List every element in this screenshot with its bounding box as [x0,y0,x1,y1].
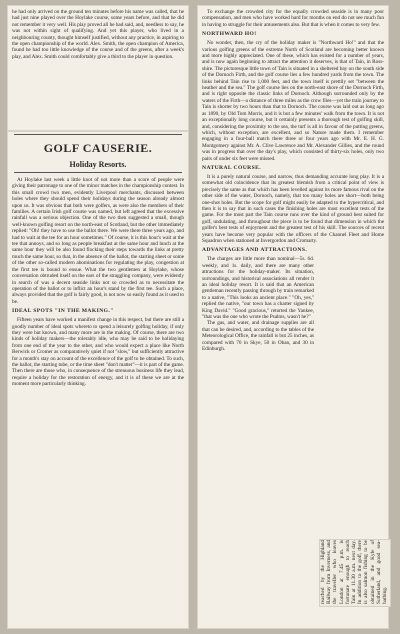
section-heading-advantages: ADVANTAGES AND ATTRACTIONS. [202,247,308,254]
section-heading-northward: NORTHWARD HO! [202,31,257,38]
article-title-box [14,134,182,173]
article-subtitle: Holiday Resorts. [69,160,127,169]
article-paragraph: The charges are little more than nominal—5s. 6d. weekly, and 1s. daily, and there are many other attractions for the holiday-maker. Its situation, surroundings, and historical associations all render it an ideal holiday resort. It is said that an American gentleman recently passing through by train remarked to a native, "This looks an ancient place." "Oh, yes," replied the native, "our town has a charter signed by King David." "Good gracious," retorted the Yankee, "that was the one who wrote the Psalms, wasn't he?" [202,256,314,321]
golf-causerie-article [8,132,188,628]
side-clipping-text: reached by the Highland Railway from Inverness, and the traveller who leaves London at 7.45 p.m. is fortunate enough to reach Tain at 11.30 a.m. next day. In addition to the golf, there is also salmon fishing to be obtained in the Kyle of Sutherland, and good sea-bathing. [320,540,389,604]
article-paragraph: The gas, and water, and drainage supplies are all that can be desired, and, according to the tables of the Meteorological Office, the rainfall is but 25 inches, as compared with 70 in Skye, 50 in Oban, and 30 in Edinburgh. [202,320,314,353]
article-paragraph: To exchange the crowded city for the equally crowded seaside is in many poor compensation, and men who have worked hard for months on end do not see much fun in having to struggle for their amusements also. But that is when it comes to very few. [202,9,384,28]
section-heading-ideal-spots: IDEAL SPOTS "IN THE MAKING." [12,308,114,315]
article-paragraph: No wonder, then, the cry of the holiday maker is "Northward Ho!" and that the various golfing greens of the extreme North of Scotland are becoming better known and more highly appreciated. One of these, which has existed for a number of years, and is now again beginning to attract the attention it deserves, is that of Tain, in Ross-shire. The picturesque little town of Tain is situated in a sheltered bay on the south side of the Dornoch Firth, and the golf course lies a few hundred yards from the town. The links behind Tain rise to 1,000 feet, and the town itself is prettily set "between the heather and the sea." The golf course lies on the north-east shore of the Dornoch Firth, and is right opposite the classic links of Dornoch. Although surrounded only by the waters of the Firth—a distance of three miles as the crow flies—yet the train journey to Tain is shorter by two hours than that to Dornoch. The course was laid out as long ago as 1890, by Old Tom Morris, and it is but a few minutes' walk from the town. It is not an exceptionally long course, but it certainly presents a thorough test of golfing skill, and, considering the proximity to the sea, the turf is all in favour of the putting greens, which, without exception, are excellent, and so Nature made them. I remember engaging in a four-ball match there three or four years ago with Mr. E. H. G. Montgomery against Mr. A. Clive Lawrence and Mr. Alexander Gillies, and the round was in progress that over the day's play, which consisted of thirty-six holes, only two pairs of under six feet were missed. [202,40,384,162]
section-heading-natural-course: NATURAL COURSE. [202,164,262,171]
article-paragraph: It is a purely natural course, and narrow, thus demanding accurate long play. It is a somewhat old coincidence that its greatest blemish from a critical point of view is precisely the same as that which has been levelled against its more famous rival on the other side of the water, Dornoch, namely, that too many holes are short—both being one-shot holes. But the scope for golf might easily be adapted to the hypercritical, and then it is to say that in such cases the finishing holes are most excellent tests of the game. For the most part the Tain course runs over the kind of ground best suited for golf, undulating, and throughout the piece is to be found that dimension in which the golfer's best tests of enjoyment and the greatest test of his skill. The sources of recent years have become very popular with the officers of the Channel Fleet and Home Squadron when stationed at Invergordon and Cromarty. [202,173,384,244]
rotated-side-clipping [320,540,390,606]
left-top-fragment [8,6,188,130]
article-paragraph: Fifteen years have worked a manifest change in this respect, but there are still a goodly number of ideal spots whereto to spend a leisurely golfing holiday, if only they were but known, and many more are in the making. Of course, there are two kinds of holiday makers—the tolerably idle, who may be said to be holidaying from one end of the year to the other, and who would expect a place like North Berwick or Cromer as comparatively quiet if not "slow," but sufficiently attractive for a month's stay on account of the excellence of the golf to be obtained. To such, the ballot, the starting tube, or the time sheet "don't matter"—it is part of the game. Then there are those who, in consequence of the strenuous business life they lead, require a holiday for the restoration of energy, and it is of these we are at the moment more particularly thinking. [12,317,184,388]
right-column-article [198,6,388,628]
article-paragraph: At Hoylake last week a little knot of not more than a score of people were giving their patronage to one of the minor matches in the championship contest. In this small crowd two men, evidently Liverpool merchants, discussed between holes where they should spend their holidays during the season already almost upon us. It was obvious that both were golfers, as were also the members of their families. A certain Irish golf course was named, but left agreed that the excessive rainfall was a serious objection. One of the two then suggested a small, though well-known golfing resort on the north-east of Scotland, but the other immediately replied: "Oh! they have to use the ballot there. We were there three years ago, and had to wait at the tee for an hour sometimes." Of course, it is this hour's wait at the tee that annoys, and so long as people breakfast at the same hour and lunch at the same hour they will be also found flocking their steps towards the links at pretty much the same hour, so that, in the absence of the ballot, the starting sheet or some of the other so-called modern abominations for regulating the play, congestion at the first tee is bound to ensue. What the two gentlemen at Hoylake, whose conversation obtruded itself on the ears of the straggling company, were evidently in search of was a decent seaside links not so crowded as to necessitate the operation of the ballot or to inflict an hour's stand by the first tee. Such a place, always provided that the golf is fairly good, is not now so easily found as it used to be. [12,177,184,305]
fragment-paragraph: he had only arrived on the ground ten minutes before his name was called, that he had just nine played over the Hoylake course, some years before, and that he did not remember it very well. His play proved all he had said, and, needless to say, he was not within sight of qualifying. And yet this player, who lived in a neighbouring county, thought himself justified, without any practice, in aspiring to the open championship of the world. Alex. Smith, the open champion of America, found he had too little knowledge of the course and of the greens, after a week's play, and Alex. Smith could comfortably give a third to the player in question. [12,9,184,60]
article-title: GOLF CAUSERIE. [43,141,153,155]
